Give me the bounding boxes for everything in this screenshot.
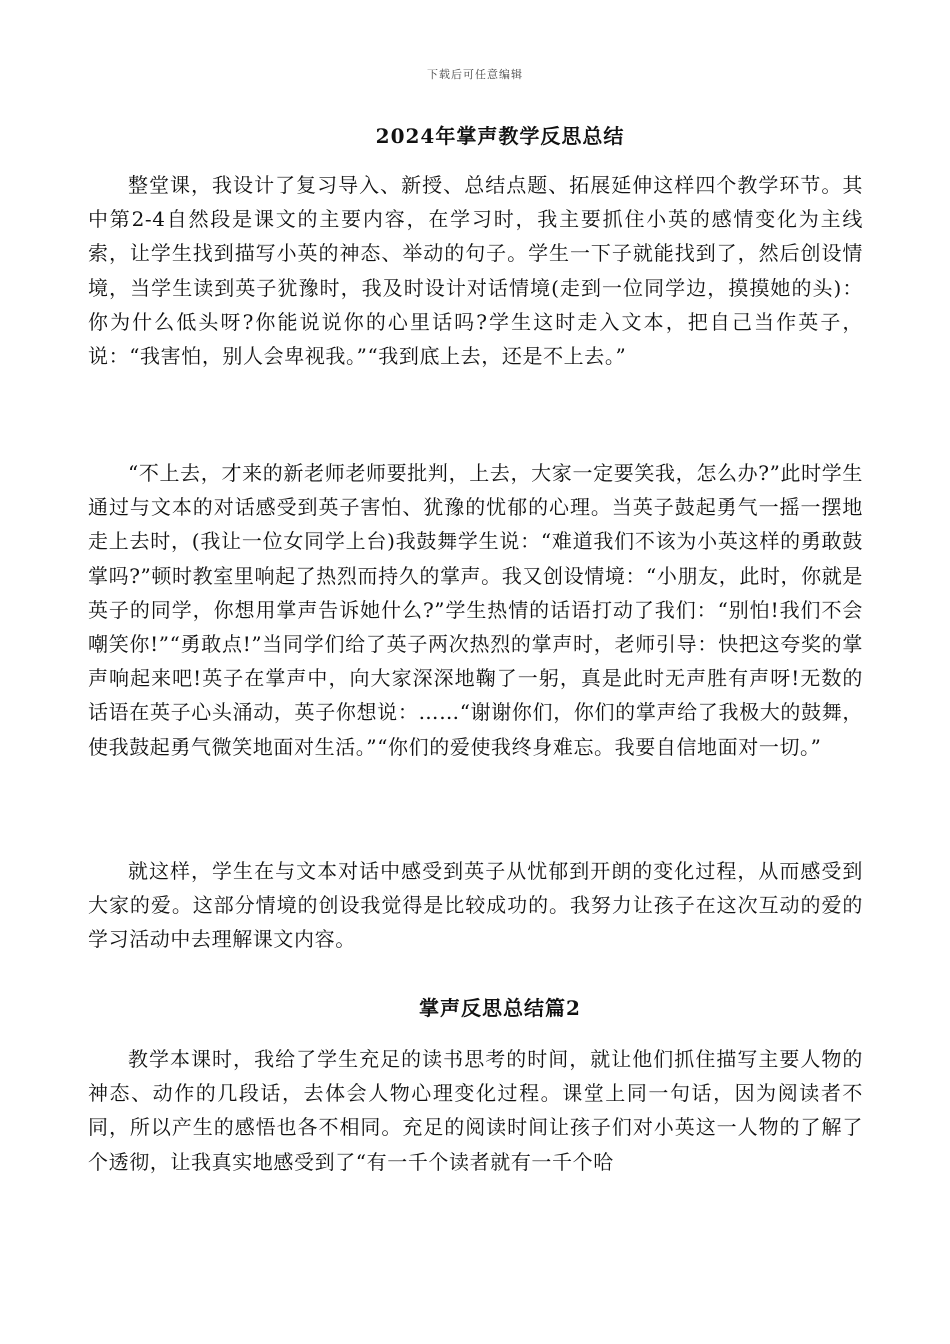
- paragraph-1: 整堂课，我设计了复习导入、新授、总结点题、拓展延伸这样四个教学环节。其中第2-4自然段是课文的主要内容，在学习时，我主要抓住小英的感情变化为主线索，让学生找到描写小英的神态、举动的句子。学生一下子就能找到了，然后创设情境，当学生读到英子犹豫时，我及时设计对话情境(走到一位同学边，摸摸她的头)：你为什么低头呀?你能说说你的心里话吗?学生这时走入文本，把自己当作英子，说：“我害怕，别人会卑视我。”“我到底上去，还是不上去。”: [88, 173, 863, 369]
- paragraph-4: 教学本课时，我给了学生充足的读书思考的时间，就让他们抓住描写主要人物的神态、动作的几段话，去体会人物心理变化过程。课堂上同一句话，因为阅读者不同，所以产生的感悟也各不相同。充足的阅读时间让孩子们对小英这一人物的了解了个透彻，让我真实地感受到了“有一千个读者就有一千个哈: [88, 1047, 863, 1174]
- header-note: 下载后可任意编辑: [427, 68, 523, 81]
- section-subtitle: 掌声反思总结篇2: [419, 996, 581, 1020]
- paragraph-2: “不上去，才来的新老师老师要批判，上去，大家一定要笑我，怎么办?”此时学生通过与文本的对话感受到英子害怕、犹豫的忧郁的心理。当英子鼓起勇气一摇一摆地走上去时，(我让一位女同学上台)我鼓舞学生说：“难道我们不该为小英这样的勇敢鼓掌吗?”顿时教室里响起了热烈而持久的掌声。我又创设情境：“小朋友，此时，你就是英子的同学，你想用掌声告诉她什么?”学生热情的话语打动了我们：“别怕!我们不会嘲笑你!”“勇敢点!”当同学们给了英子两次热烈的掌声时，老师引导：快把这夸奖的掌声响起来吧!英子在掌声中，向大家深深地鞠了一躬，真是此时无声胜有声呀!无数的话语在英子心头涌动，英子你想说：……“谢谢你们，你们的掌声给了我极大的鼓舞，使我鼓起勇气微笑地面对生活。”“你们的爱使我终身难忘。我要自信地面对一切。”: [88, 461, 863, 759]
- document-title: 2024年掌声教学反思总结: [375, 124, 625, 148]
- paragraph-3: 就这样，学生在与文本对话中感受到英子从忧郁到开朗的变化过程，从而感受到大家的爱。这部分情境的创设我觉得是比较成功的。我努力让孩子在这次互动的爱的学习活动中去理解课文内容。: [88, 859, 863, 952]
